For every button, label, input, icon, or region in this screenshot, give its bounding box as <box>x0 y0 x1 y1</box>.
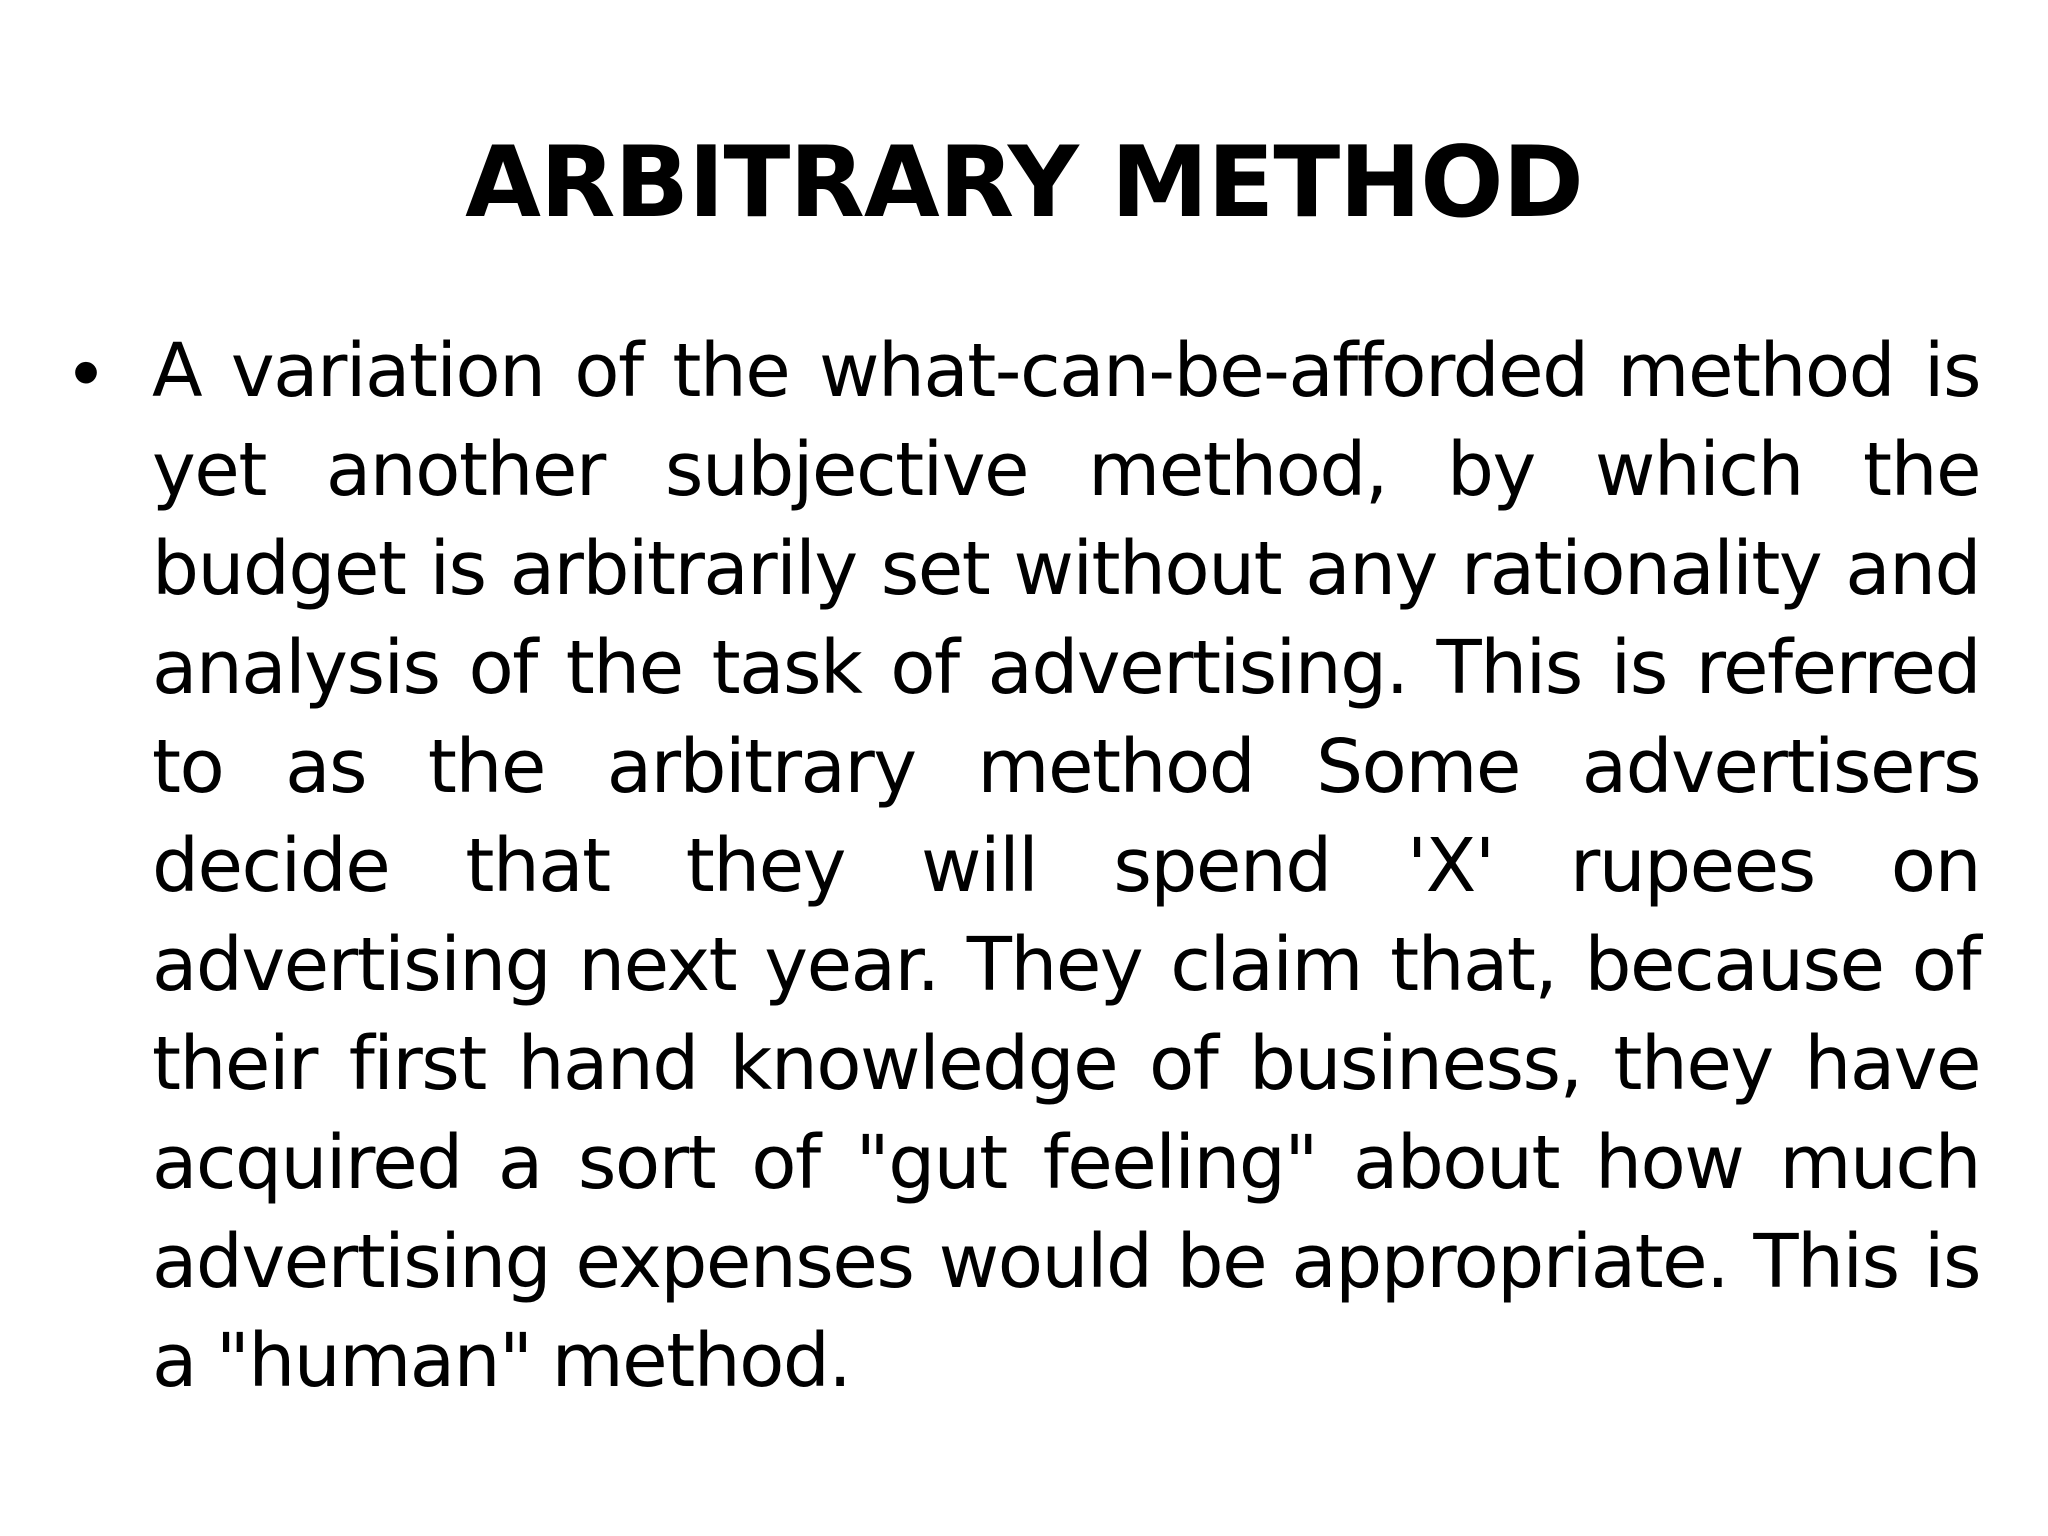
slide-body <box>72 322 1980 1411</box>
bullet-item <box>72 322 1980 1411</box>
slide-title: ARBITRARY METHOD <box>465 126 1583 240</box>
bullet-marker: • <box>72 327 101 416</box>
bullet-text: A variation of the what-can-be-afforded method is yet another subjective method, by which the budget is arbitrarily set without any rationality and analysis of the task of advertising. This is referred to as the arbitrary method Some advertisers decide that they will spend 'X' rupees on advertising next year. They claim that, because of their first hand knowledge of business, they have acquired a sort of "gut feeling" about how much advertising expenses would be appropriate. This is a "human" method. <box>152 328 1980 1404</box>
